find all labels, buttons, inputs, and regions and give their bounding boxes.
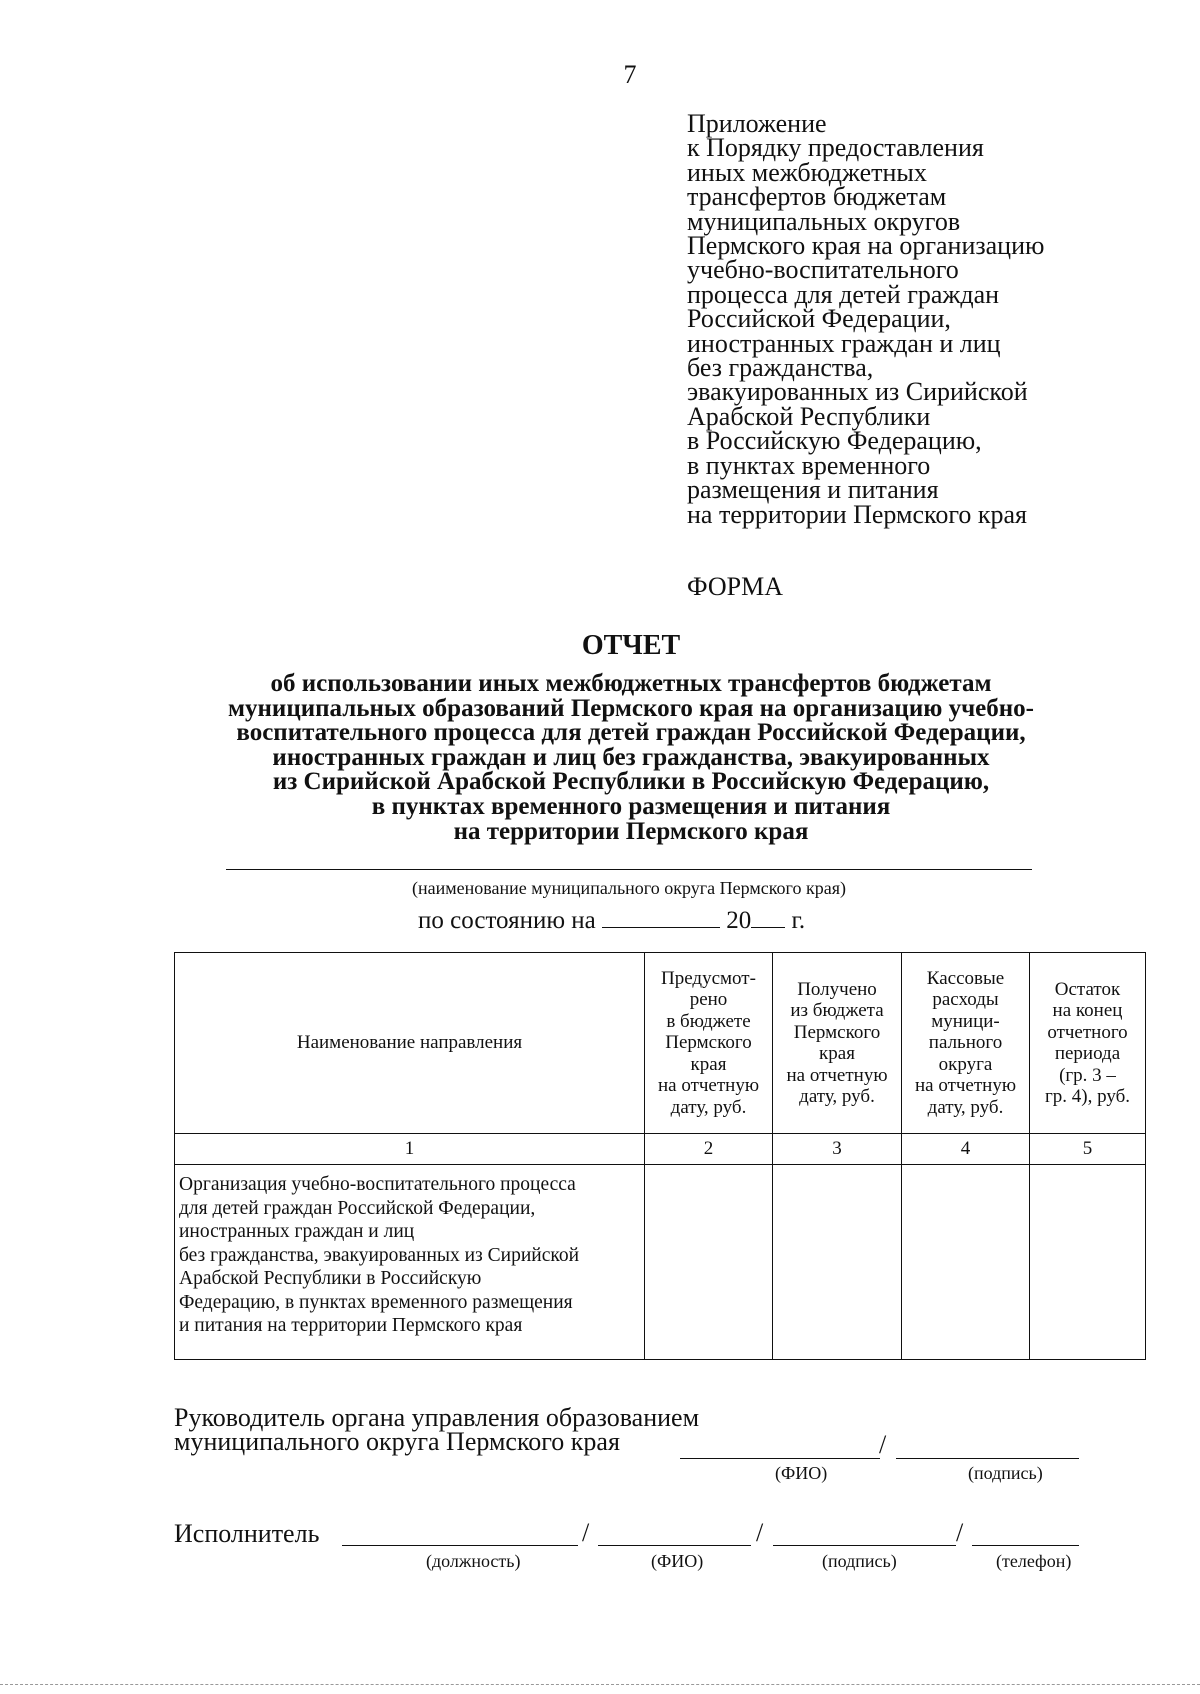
- balance-value-cell[interactable]: [1030, 1165, 1146, 1360]
- as-of-prefix: по состоянию на: [418, 907, 596, 934]
- executor-fio-field[interactable]: [598, 1545, 751, 1546]
- appendix-line: Российской Федерации,: [687, 304, 951, 334]
- subtitle-line: из Сирийской Арабской Республики в Российскую Федерацию,: [272, 768, 990, 796]
- appendix-line: учебно-воспитательного: [687, 255, 959, 285]
- received-value-cell[interactable]: [773, 1165, 902, 1360]
- column-number: 3: [773, 1134, 902, 1165]
- direction-line: и питания на территории Пермского края: [179, 1315, 523, 1336]
- column-number: 1: [175, 1134, 645, 1165]
- appendix-line: в пунктах временного: [687, 450, 931, 480]
- form-label: ФОРМА: [687, 572, 783, 601]
- executor-phone-field[interactable]: [972, 1545, 1079, 1546]
- direction-name-cell: [175, 1165, 645, 1360]
- executor-phone-caption: (телефон): [996, 1551, 1072, 1571]
- slash-separator: /: [879, 1430, 887, 1459]
- subtitle-line: воспитательного процесса для детей граждан Российской Федерации,: [236, 719, 1026, 747]
- slash-separator: /: [582, 1518, 590, 1547]
- subtitle-line: иностранных граждан и лиц без гражданства, эвакуированных: [272, 743, 990, 771]
- direction-line: Организация учебно-воспитательного процесса: [179, 1174, 576, 1195]
- report-table: [174, 952, 1146, 1360]
- appendix-line: иностранных граждан и лиц: [687, 328, 1001, 358]
- appendix-line: муниципальных округов: [687, 206, 961, 236]
- expenses-value-cell[interactable]: [902, 1165, 1030, 1360]
- appendix-line: к Порядку предоставления: [687, 133, 984, 163]
- municipality-caption: (наименование муниципального округа Пермского края): [412, 878, 846, 898]
- appendix-note: [687, 109, 1157, 529]
- direction-line: Федерацию, в пунктах временного размещения: [179, 1291, 573, 1313]
- head-signature-line: муниципального округа Пермского края: [174, 1427, 620, 1456]
- table-header-row: [175, 953, 1146, 1134]
- appendix-line: в Российскую Федерацию,: [687, 426, 982, 456]
- appendix-line: на территории Пермского края: [687, 499, 1027, 529]
- header-balance: Остаток на конец отчетного периода (гр. 3 – гр. 4), руб.: [1030, 953, 1146, 1134]
- appendix-line: процесса для детей граждан: [687, 279, 1000, 309]
- head-fio-caption: (ФИО): [775, 1463, 828, 1483]
- appendix-line: Арабской Республики: [687, 401, 931, 431]
- subtitle-line: в пунктах временного размещения и питания: [371, 792, 891, 820]
- appendix-line: размещения и питания: [687, 475, 939, 505]
- slash-separator: /: [956, 1518, 964, 1547]
- head-fio-field[interactable]: [680, 1458, 880, 1459]
- executor-signature-field[interactable]: [773, 1545, 956, 1546]
- head-signature-caption: (подпись): [968, 1463, 1043, 1483]
- head-signature-field[interactable]: [896, 1458, 1079, 1459]
- appendix-line: эвакуированных из Сирийской: [687, 377, 1028, 407]
- subtitle-line: об использовании иных межбюджетных трансфертов бюджетам: [270, 670, 992, 697]
- table-row: [175, 1165, 1146, 1360]
- head-signature-label: [174, 1403, 700, 1456]
- appendix-line: трансфертов бюджетам: [687, 182, 947, 212]
- scan-edge-divider: [0, 1684, 1200, 1685]
- report-subtitle: [120, 672, 1142, 844]
- direction-line: Арабской Республики в Российскую: [179, 1268, 482, 1289]
- planned-value-cell[interactable]: [645, 1165, 773, 1360]
- as-of-suffix: г.: [791, 907, 806, 934]
- head-signature-line: Руководитель органа управления образованием: [174, 1403, 700, 1432]
- subtitle-line: муниципальных образований Пермского края на организацию учебно-: [227, 694, 1035, 722]
- municipality-name-field[interactable]: [226, 869, 1032, 870]
- report-title: ОТЧЕТ: [581, 630, 681, 661]
- column-number: 4: [902, 1134, 1030, 1165]
- column-number-row: [175, 1134, 1146, 1165]
- column-number: 5: [1030, 1134, 1146, 1165]
- executor-label: Исполнитель: [174, 1519, 320, 1548]
- subtitle-line: на территории Пермского края: [453, 817, 809, 845]
- column-number: 2: [645, 1134, 773, 1165]
- executor-position-caption: (должность): [426, 1551, 521, 1571]
- appendix-line: иных межбюджетных: [687, 157, 927, 187]
- direction-line: иностранных граждан и лиц: [179, 1221, 415, 1242]
- appendix-line: без гражданства,: [687, 353, 874, 383]
- header-planned: Предусмот- рено в бюджете Пермского края на отчетную дату, руб.: [645, 953, 773, 1134]
- header-received: Получено из бюджета Пермского края на отчетную дату, руб.: [773, 953, 902, 1134]
- executor-fio-caption: (ФИО): [651, 1551, 704, 1571]
- header-direction-name: Наименование направления: [175, 953, 645, 1134]
- page-number: 7: [623, 60, 637, 89]
- as-of-year-prefix: 20: [726, 907, 752, 934]
- as-of-day-field[interactable]: [602, 905, 720, 928]
- slash-separator: /: [756, 1518, 764, 1547]
- appendix-line: Приложение: [687, 109, 827, 138]
- appendix-line: Пермского края на организацию: [687, 231, 1045, 261]
- header-expenses: Кассовые расходы муници- пального округа на отчетную дату, руб.: [902, 953, 1030, 1134]
- as-of-year-field[interactable]: [751, 905, 785, 928]
- as-of-date: [418, 905, 805, 935]
- executor-position-field[interactable]: [342, 1545, 578, 1546]
- executor-signature-caption: (подпись): [822, 1551, 897, 1571]
- direction-line: без гражданства, эвакуированных из Сирийской: [179, 1244, 580, 1266]
- direction-line: для детей граждан Российской Федерации,: [179, 1197, 536, 1219]
